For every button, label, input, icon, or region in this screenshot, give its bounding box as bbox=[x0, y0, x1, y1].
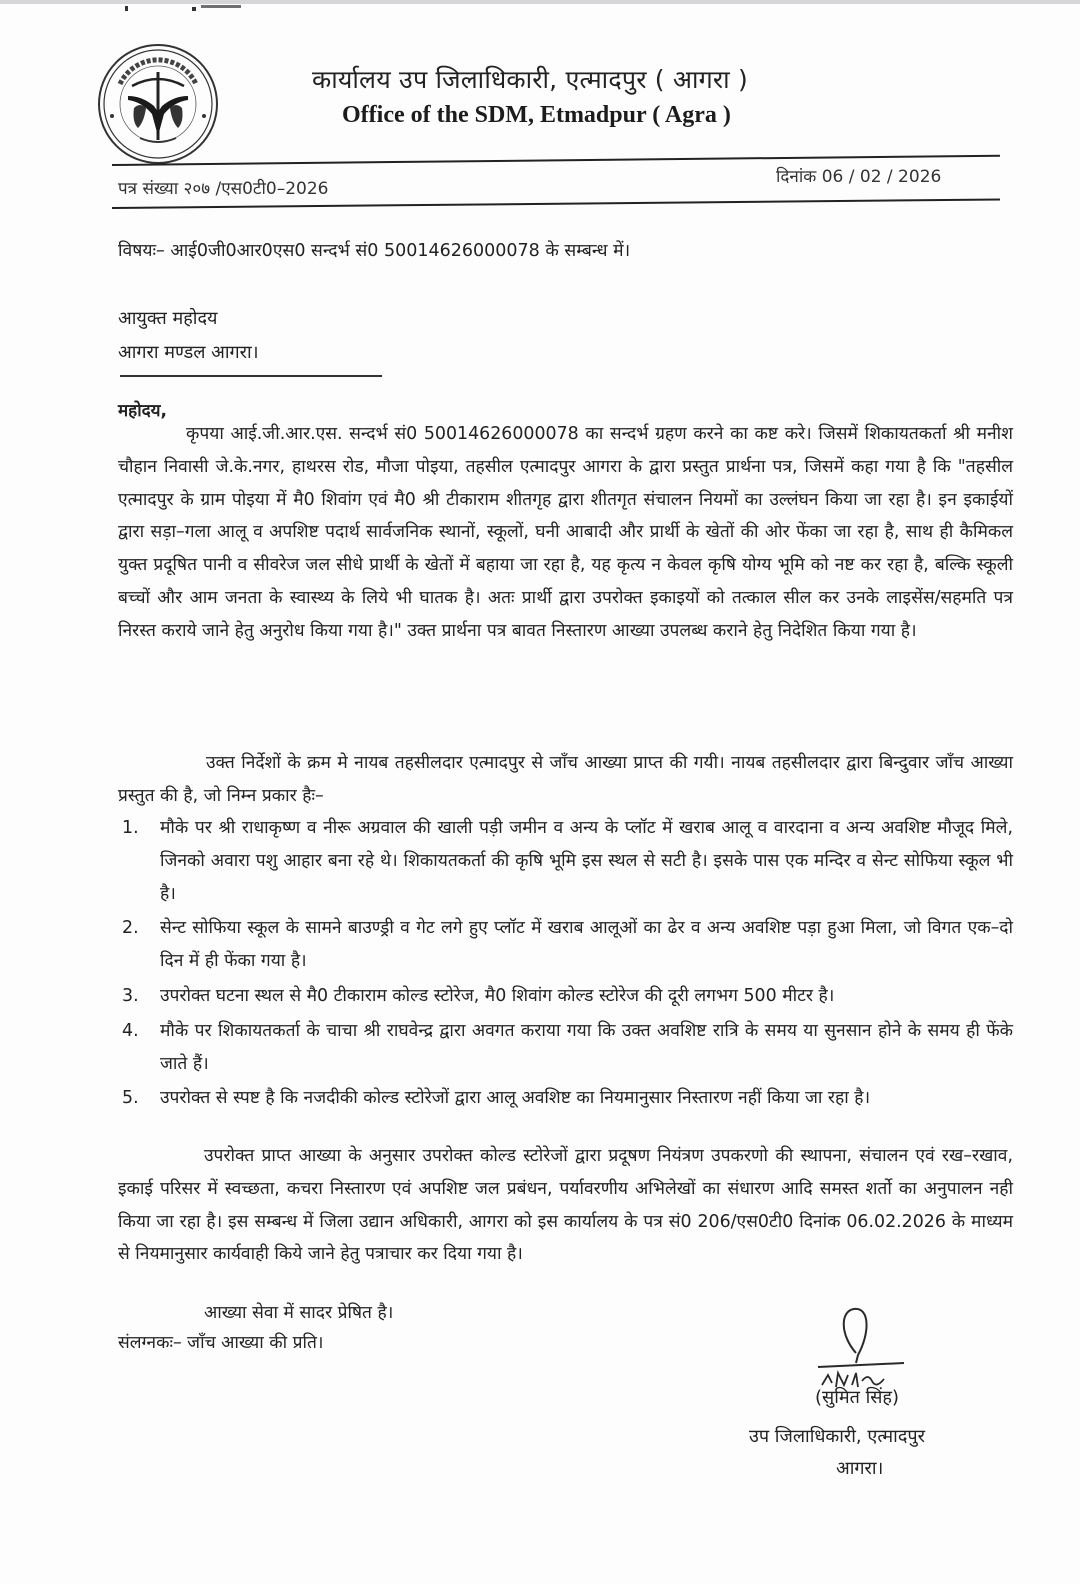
letterhead-title-hindi: कार्यालय उप जिलाधिकारी, एत्मादपुर ( आगरा ) bbox=[312, 65, 748, 94]
letter-date: दिनांक 06 / 02 / 2026 bbox=[776, 167, 942, 187]
findings-list bbox=[118, 812, 1013, 1117]
finding-text: मौके पर शिकायतकर्ता के चाचा श्री राघवेन्द्र द्वारा अवगत कराया गया कि उक्त अवशिष्ट रात्रि के समय या सुनसान होने के समय ही फेंके जाते हैं। bbox=[160, 1020, 1013, 1074]
finding-number: 3. bbox=[122, 985, 139, 1006]
subject-line: विषयः– आई0जी0आर0एस0 सन्दर्भ सं0 50014626000078 के सम्बन्ध में। bbox=[118, 241, 631, 261]
finding-text: सेन्ट सोफिया स्कूल के सामने बाउण्ड्री व गेट लगे हुए प्लॉट में खराब आलूओं का ढेर व अन्य अवशिष्ट पड़ा हुआ मिला, जो विगत एक–दो दिन में ही फेंका गया है। bbox=[160, 918, 1013, 972]
addressee-underline bbox=[120, 375, 382, 377]
addressee-line-2: आगरा मण्डल आगरा। bbox=[118, 342, 259, 363]
finding-item bbox=[118, 912, 1013, 978]
up-government-seal-icon bbox=[96, 42, 220, 166]
finding-text: उपरोक्त घटना स्थल से मै0 टीकाराम कोल्ड स्टोरेज, मै0 शिवांग कोल्ड स्टोरेज की दूरी लगभग 500 मीटर है। bbox=[160, 985, 835, 1006]
letterhead-title-english: Office of the SDM, Etmadpur ( Agra ) bbox=[342, 102, 731, 128]
finding-text: मौके पर श्री राधाकृष्ण व नीरू अग्रवाल की खाली पड़ी जमीन व अन्य के प्लॉट में खराब आलू व वारदाना व अन्य अवशिष्ट मौजूद मिले, जिनको अवारा पशु आहार बना रहे थे। शिकायतकर्ता की कृषि भूमि इस स्थल से सटी है। इसके पास एक मन्दिर व सेन्ट सोफिया स्कूल भी है। bbox=[160, 818, 1013, 904]
paragraph-complaint-summary: कृपया आई.जी.आर.एस. सन्दर्भ सं0 50014626000078 का सन्दर्भ ग्रहण करने का कष्ट करे। जिसमें शिकायतकर्ता श्री मनीश चौहान निवासी जे.के.नगर, हाथरस रोड, मौजा पोइया, तहसील एत्मादपुर आगरा के द्वारा प्रस्तुत प्रार्थना पत्र, जिसमें कहा गया है कि "तहसील एत्मादपुर के ग्राम पोइया में मै0 शिवांग एवं मै0 श्री टीकाराम शीतगृह द्वारा शीतगृत संचालन नियमों का उल्लंघन किया जा रहा है। इन इकाईयों द्वारा सड़ा–गला आलू व अपशिष्ट पदार्थ सार्वजनिक स्थानों, स्कूलों, घनी आबादी और प्रार्थी के खेतों की ओर फेंका जा रहा है, साथ ही कैमिकल युक्त प्रदूषित पानी व सीवरेज जल सीधे प्रार्थी के खेतों में बहाया जा रहा है, यह कृत्य न केवल कृषि योग्य भूमि को नष्ट कर रहा है, बल्कि स्कूली बच्चों और आम जनता के स्वास्थ्य के लिये भी घातक है। अतः प्रार्थी द्वारा उपरोक्त इकाइयों को तत्काल सील कर उनके लाइसेंस/सहमति पत्र निरस्त कराये जाने हेतु अनुरोध किया गया है।" उक्त प्रार्थना पत्र बावत निस्तारण आख्या उपलब्ध कराने हेतु निदेशित किया गया है। bbox=[118, 424, 1013, 641]
enclosure-line: संलग्नकः– जाँच आख्या की प्रति। bbox=[118, 1333, 324, 1353]
finding-number: 4. bbox=[122, 1020, 139, 1041]
paragraph-conclusion: उपरोक्त प्राप्त आख्या के अनुसार उपरोक्त कोल्ड स्टोरेजों द्वारा प्रदूषण नियंत्रण उपकरणो की स्थापना, संचालन एवं रख–रखाव, इकाई परिसर में स्वच्छता, कचरा निस्तारण एवं अपशिष्ट जल प्रबंधन, पर्यावरणीय अभिलेखों का संधारण आदि समस्त शर्तो का अनुपालन नही किया जा रहा है। इस सम्बन्ध में जिला उद्यान अधिकारी, आगरा को इस कार्यालय के पत्र सं0 206/एस0टी0 दिनांक 06.02.2026 के माध्यम से नियमानुसार कार्यवाही किये जाने हेतु पत्राचार कर दिया गया है। bbox=[118, 1146, 1013, 1265]
finding-item bbox=[118, 812, 1013, 910]
finding-number: 2. bbox=[122, 918, 139, 939]
letter-number: पत्र संख्या २०७ /एस0टी0–2026 bbox=[118, 179, 329, 199]
finding-item bbox=[118, 1082, 1013, 1115]
header-divider-bottom bbox=[112, 198, 1000, 209]
finding-item bbox=[118, 1015, 1013, 1081]
finding-text: उपरोक्त से स्पष्ट है कि नजदीकी कोल्ड स्टोरेजों द्वारा आलू अवशिष्ट का नियमानुसार निस्तारण नहीं किया जा रहा है। bbox=[160, 1088, 871, 1109]
signatory-designation: उप जिलाधिकारी, एत्मादपुर bbox=[749, 1426, 925, 1447]
forwarding-line: आख्या सेवा में सादर प्रेषित है। bbox=[204, 1303, 394, 1323]
signatory-place: आगरा। bbox=[836, 1458, 884, 1479]
finding-number: 5. bbox=[122, 1088, 139, 1109]
salutation: महोदय, bbox=[118, 401, 167, 421]
signatory-name: (सुमित सिंह) bbox=[815, 1387, 900, 1408]
addressee-line-1: आयुक्त महोदय bbox=[118, 308, 218, 329]
finding-item bbox=[118, 980, 1013, 1013]
paragraph-inquiry-intro: उक्त निर्देशों के क्रम मे नायब तहसीलदार एत्मादपुर से जाँच आख्या प्राप्त की गयी। नायब तहसीलदार द्वारा बिन्दुवार जाँच आख्या प्रस्तुत की है, जो निम्न प्रकार हैः– bbox=[118, 753, 1013, 806]
finding-number: 1. bbox=[122, 818, 139, 838]
